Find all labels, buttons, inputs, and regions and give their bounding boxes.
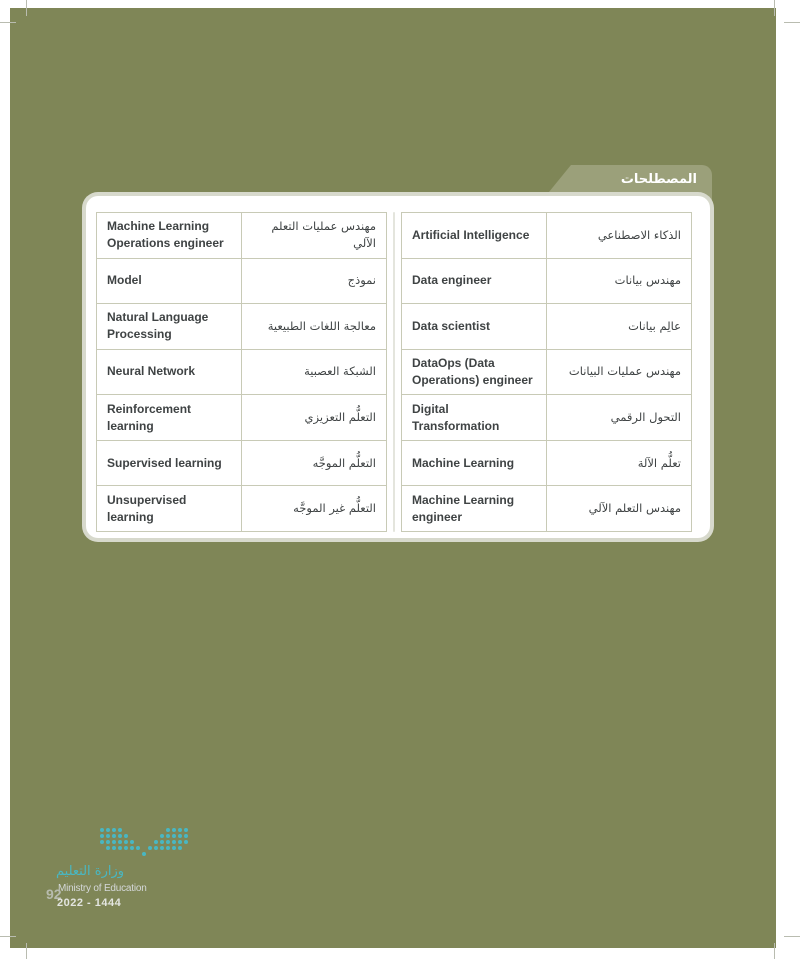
term-arabic: مهندس عمليات البيانات	[547, 349, 692, 395]
crop-mark	[26, 943, 27, 959]
term-english: Machine Learning Operations engineer	[97, 213, 242, 259]
term-arabic: التحول الرقمي	[547, 395, 692, 441]
glossary-table-right	[401, 212, 692, 532]
glossary-grid	[96, 212, 712, 532]
term-arabic: نموذج	[242, 258, 387, 304]
term-english: Model	[97, 258, 242, 304]
term-arabic: عالِم بيانات	[547, 304, 692, 350]
term-arabic: الذكاء الاصطناعي	[547, 213, 692, 259]
term-arabic: الشبكة العصبية	[242, 349, 387, 395]
logo-english-text: Ministry of Education	[58, 883, 147, 894]
section-title: المصطلحات	[620, 172, 697, 187]
term-arabic: التعلُّم التعزيزي	[242, 395, 387, 441]
table-row	[402, 486, 692, 532]
glossary-table-left	[96, 212, 387, 532]
edition-year: 2022 - 1444	[57, 897, 122, 909]
table-row	[97, 395, 387, 441]
table-row	[97, 258, 387, 304]
term-english: Data scientist	[402, 304, 547, 350]
table-row	[402, 349, 692, 395]
table-row	[402, 304, 692, 350]
column-divider	[393, 212, 395, 532]
crop-mark	[26, 0, 27, 16]
term-english: Reinforcement learning	[97, 395, 242, 441]
crop-mark	[774, 0, 775, 16]
term-english: Data engineer	[402, 258, 547, 304]
term-english: Unsupervised learning	[97, 486, 242, 532]
term-english: Machine Learning	[402, 440, 547, 486]
table-row	[97, 304, 387, 350]
term-english: Artificial Intelligence	[402, 213, 547, 259]
table-row	[402, 258, 692, 304]
term-english: Supervised learning	[97, 440, 242, 486]
table-row	[97, 349, 387, 395]
term-arabic: التعلُّم غير الموجَّه	[242, 486, 387, 532]
table-row	[402, 440, 692, 486]
crop-mark	[0, 936, 16, 937]
table-row	[97, 440, 387, 486]
page-number: 92	[46, 886, 62, 902]
crop-mark	[0, 22, 16, 23]
term-arabic: مهندس عمليات التعلم الآلي	[242, 213, 387, 259]
crop-mark	[774, 943, 775, 959]
term-english: Natural Language Processing	[97, 304, 242, 350]
term-arabic: مهندس التعلم الآلي	[547, 486, 692, 532]
term-english: Digital Transformation	[402, 395, 547, 441]
term-arabic: مهندس بيانات	[547, 258, 692, 304]
crop-mark	[784, 22, 800, 23]
table-row	[97, 213, 387, 259]
term-arabic: معالجة اللغات الطبيعية	[242, 304, 387, 350]
crop-mark	[784, 936, 800, 937]
term-arabic: تعلُّم الآلة	[547, 440, 692, 486]
table-row	[402, 213, 692, 259]
term-arabic: التعلُّم الموجَّه	[242, 440, 387, 486]
term-english: DataOps (Data Operations) engineer	[402, 349, 547, 395]
table-row	[402, 395, 692, 441]
term-english: Machine Learning engineer	[402, 486, 547, 532]
table-row	[97, 486, 387, 532]
logo-arabic-text: وزارة التعليم	[56, 864, 125, 879]
term-english: Neural Network	[97, 349, 242, 395]
logo-dots-icon	[98, 826, 190, 858]
